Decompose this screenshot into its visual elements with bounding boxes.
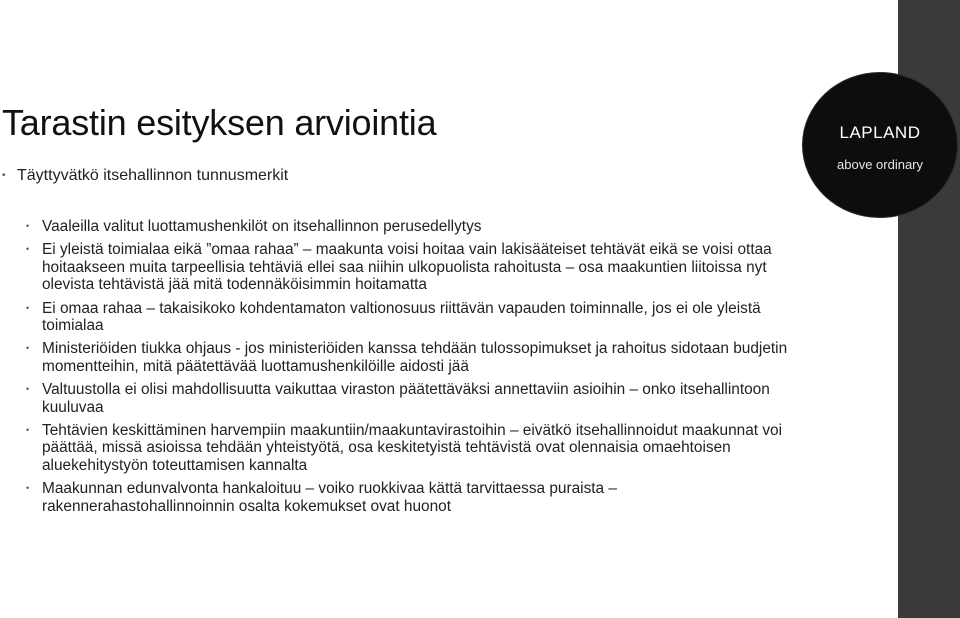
list-item [26,422,796,474]
list-item-text: Tehtävien keskittäminen harvempiin maakuntiin/maakuntavirastoihin – eivätkö itsehallinnoidut maakunnat voi päättää, missä asioissa tehdään yhteistyötä, osa keskitetyistä tehtävistä ovat olennaisia omaehtoisen aluekehitystyön toteuttamisen kannalta [42,422,783,474]
top-bullet-text: Täyttyvätkö itsehallinnon tunnusmerkit [17,167,289,184]
list-item-text: Maakunnan edunvalvonta hankaloituu – voiko ruokkivaa kättä tarvittaessa puraista – rakennerahastohallinnoinnin osalta kokemukset ovat huonot [42,480,617,515]
bullet-icon: • [26,244,30,255]
list-item [26,241,796,293]
bullet-icon: • [26,302,30,313]
bullet-icon: • [26,425,30,436]
list-item-text: Vaaleilla valitut luottamushenkilöt on itsehallinnon perusedellytys [42,218,482,235]
bullet-icon: • [26,483,30,494]
bullet-icon: • [26,343,30,354]
bullet-icon: • [26,221,30,231]
list-item [26,218,796,235]
list-item-text: Valtuustolla ei olisi mahdollisuutta vaikuttaa viraston päätettäväksi annettaviin asioihin – onko itsehallintoon kuuluvaa [42,381,770,416]
list-item-text: Ei omaa rahaa – takaisikoko kohdentamaton valtionosuus riittävän vapauden toiminnalle, jos ei ole yleistä toimialaa [42,299,761,335]
bullet-icon: • [26,384,30,395]
list-item [26,300,796,335]
list-item [26,480,796,515]
lapland-logo [802,72,958,218]
list-item [26,340,796,375]
slide-title: Tarastin esityksen arviointia [2,102,437,143]
bullet-icon: • [2,170,6,181]
sub-bullet-list [26,218,796,521]
list-item [26,381,796,416]
list-item-text: Ei yleistä toimialaa eikä ”omaa rahaa” – maakunta voisi hoitaa vain lakisääteiset tehtävät eikä se voisi ottaa hoitaakseen muita tarpeellisia tehtäviä ellei saa niihin ulkopuolista rahoitusta – osa maakuntien liitoissa nyt olevista tehtävistä jää mitä todennäköisimmin hoitamatta [42,241,772,294]
logo-name: LAPLAND [839,123,921,142]
list-item-text: Ministeriöiden tiukka ohjaus - jos ministeriöiden kanssa tehdään tulossopimukset ja rahoitus sidotaan budjetin momentteihin, mitä päätettävää luottamushenkilöille aidosti jää [42,340,788,375]
logo-tagline: above ordinary [837,157,923,172]
